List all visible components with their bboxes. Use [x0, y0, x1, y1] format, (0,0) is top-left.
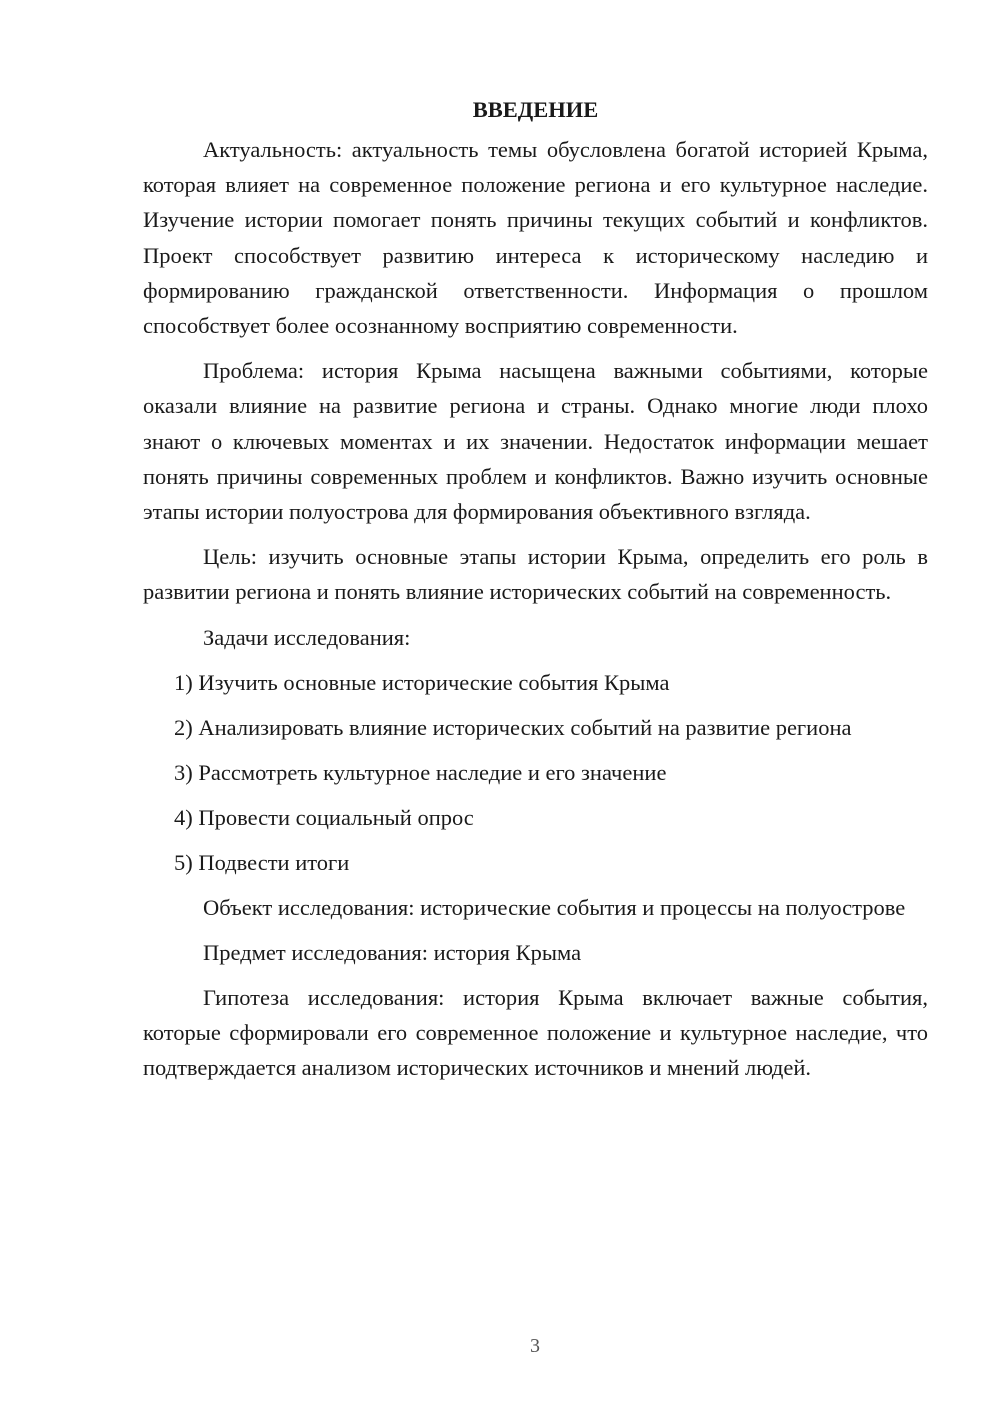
section-title: ВВЕДЕНИЕ [472, 97, 599, 122]
task-item-2: 2) Анализировать влияние исторических событий на развитие региона [174, 714, 852, 740]
relevance-paragraph: Актуальность: актуальность темы обусловлена богатой историей Крыма, которая влияет на современное положение региона и его культурное наследие. Изучение истории помогает понять причины текущих событий и конфликтов. Проект способствует развитию интереса к историческому наследию и формированию гражданской ответственности. Информация о прошлом способствует более осознанному восприятию современности. [143, 137, 928, 339]
task-list [143, 665, 928, 880]
page-content [143, 92, 928, 1096]
task-item-3: 3) Рассмотреть культурное наследие и его значение [174, 759, 667, 785]
task-item-1: 1) Изучить основные исторические события Крыма [174, 669, 670, 695]
task-item-4: 4) Провести социальный опрос [174, 804, 474, 830]
task-item-5: 5) Подвести итоги [174, 849, 350, 875]
hypothesis-paragraph: Гипотеза исследования: история Крыма включает важные события, которые сформировали его современное положение и культурное наследие, что подтверждается анализом исторических источников и мнений людей. [143, 985, 928, 1081]
problem-paragraph: Проблема: история Крыма насыщена важными событиями, которые оказали влияние на развитие региона и страны. Однако многие люди плохо знают о ключевых моментах и их значении. Недостаток информации мешает понять причины современных проблем и конфликтов. Важно изучить основные этапы истории полуострова для формирования объективного взгляда. [143, 358, 928, 525]
subject-paragraph: Предмет исследования: история Крыма [203, 939, 582, 965]
page-number: 3 [530, 1335, 540, 1357]
tasks-heading: Задачи исследования: [203, 624, 411, 650]
goal-paragraph: Цель: изучить основные этапы истории Крыма, определить его роль в развитии региона и понять влияние исторических событий на современность. [143, 544, 928, 605]
object-paragraph: Объект исследования: исторические события и процессы на полуострове [203, 894, 906, 920]
